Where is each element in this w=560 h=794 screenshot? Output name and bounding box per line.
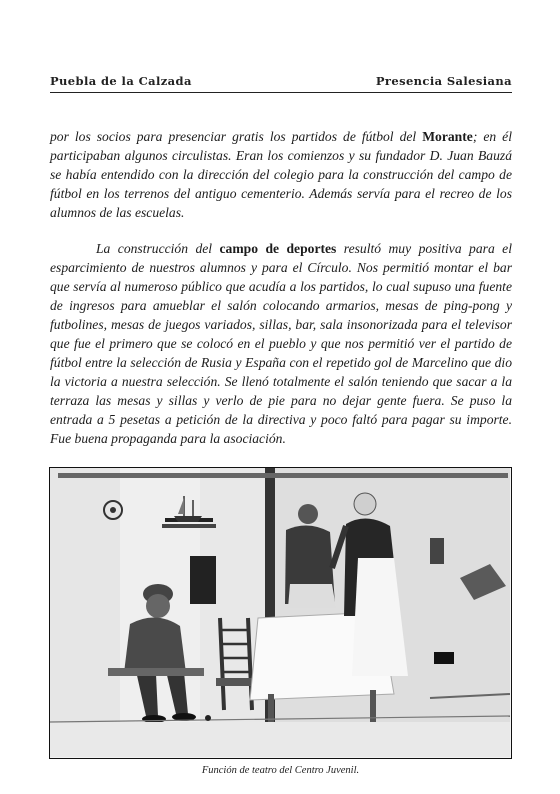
- paragraph-1-bold: Morante: [422, 129, 473, 144]
- photo-caption: Función de teatro del Centro Juvenil.: [201, 765, 360, 776]
- paragraph-2-bold: campo de deportes: [219, 241, 337, 256]
- running-header: [50, 72, 512, 93]
- paragraph-2-end: resultó muy positiva para el esparcimiento de nuestros alumnos y para el Círculo. Nos permitió montar el bar que servía al numeroso público que acudía a los partidos, lo cual supuso una fuente de ingresos para amueblar el salón colocando armarios, mesas de ping-pong y futbolines, mesas de juegos variados, sillas, bar, sala insonorizada para el televisor que fue el primero que se colocó en el pueblo y que nos permitió ver el partido de fútbol entre la selección de Rusia y España con el repetido gol de Marcelino que dio la victoria a nuestra selección. Se llenó totalmente el salón teniendo que sacar a la terraza las mesas y sillas y verlo de pie para no dejar gente fuera. Se puso la entrada a 5 pesetas a petición de la directiva y poco faltó para pagar su importe. Fue buena propaganda para la asociación.: [50, 241, 512, 446]
- paragraph-2: [50, 239, 512, 448]
- theater-photo: [49, 467, 512, 759]
- paragraph-2-start: La construcción del: [96, 241, 220, 256]
- theater-scene-illustration: [50, 468, 510, 757]
- paragraph-1-end: ; en él participaban algunos circulistas. Eran los comienzos y su fundador D. Juan Bauzá se había entendido con la dirección del colegio para la construcción del campo de fútbol en los terrenos del antiguo cementerio. Además servía para el recreo de los alumnos de las escuelas.: [50, 129, 512, 220]
- header-book-title: Puebla de la Calzada: [50, 74, 192, 88]
- paragraph-1-start: por los socios para presenciar gratis los partidos de fútbol del: [50, 129, 423, 144]
- paragraph-1: [50, 127, 512, 222]
- header-section-title: Presencia Salesiana: [375, 74, 512, 88]
- body-text: [50, 127, 512, 448]
